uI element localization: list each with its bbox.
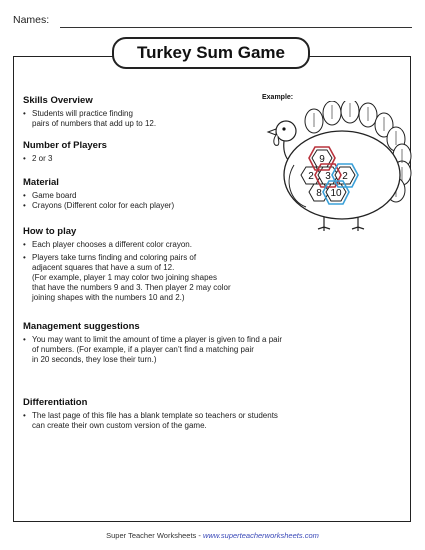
heading-differentiation: Differentiation	[23, 397, 88, 408]
howto-line-1: • Players take turns finding and coloring pairs of	[32, 253, 197, 262]
page-title: Turkey Sum Game	[136, 43, 286, 62]
heading-material: Material	[23, 177, 59, 188]
names-label: Names:	[13, 14, 50, 26]
names-line[interactable]	[60, 27, 412, 28]
howto-line-2: adjacent squares that have a sum of 12.	[32, 263, 175, 272]
material-item-1: • Game board	[23, 191, 403, 201]
footer-link[interactable]: www.superteacherworksheets.com	[202, 531, 319, 540]
differentiation-line-2: can create their own custom version of the game.	[32, 421, 207, 430]
hex-number-2-right: 2	[342, 171, 348, 182]
material-item-2: • Crayons (Different color for each player)	[23, 201, 403, 211]
hex-number-3: 3	[325, 171, 331, 182]
howto-line-3: (For example, player 1 may color two joining shapes	[32, 273, 217, 282]
hex-number-2-left: 2	[308, 171, 314, 182]
howto-item-2	[23, 253, 403, 303]
players-item: • 2 or 3	[23, 154, 403, 164]
section-players	[23, 141, 403, 164]
management-line-3: in 20 seconds, they lose their turn.)	[32, 355, 157, 364]
management-line-2: of numbers. (For example, if a player can’t find a matching pair	[32, 345, 254, 354]
howto-line-5: joining shapes with the numbers 10 and 2.)	[32, 293, 185, 302]
differentiation-item	[23, 411, 403, 431]
heading-howto: How to play	[23, 226, 77, 237]
section-material	[23, 178, 403, 211]
skills-item	[23, 109, 403, 129]
howto-line-4: that have the numbers 9 and 3. Then player 2 may color	[32, 283, 231, 292]
heading-skills: Skills Overview	[23, 95, 93, 106]
management-line-1: • You may want to limit the amount of time a player is given to find a pair	[32, 335, 283, 344]
differentiation-line-1: • The last page of this file has a blank template so teachers or students	[32, 411, 278, 420]
footer-prefix: Super Teacher Worksheets -	[106, 531, 203, 540]
section-howto	[23, 227, 403, 303]
section-skills	[23, 96, 403, 129]
hex-number-9: 9	[319, 154, 325, 165]
footer	[0, 531, 425, 540]
management-item	[23, 335, 403, 365]
title-box	[112, 37, 310, 69]
heading-players: Number of Players	[23, 140, 107, 151]
turkey-beak	[268, 129, 276, 135]
hex-number-8: 8	[316, 188, 322, 199]
section-differentiation	[23, 398, 403, 431]
skills-line-1: • Students will practice finding	[32, 109, 133, 118]
example-label: Example:	[262, 94, 294, 101]
hex-number-10: 10	[330, 188, 342, 199]
heading-management: Management suggestions	[23, 321, 140, 332]
skills-line-2: pairs of numbers that add up to 12.	[32, 119, 157, 128]
howto-item-1: • Each player chooses a different color crayon.	[23, 240, 403, 250]
section-management	[23, 322, 403, 365]
